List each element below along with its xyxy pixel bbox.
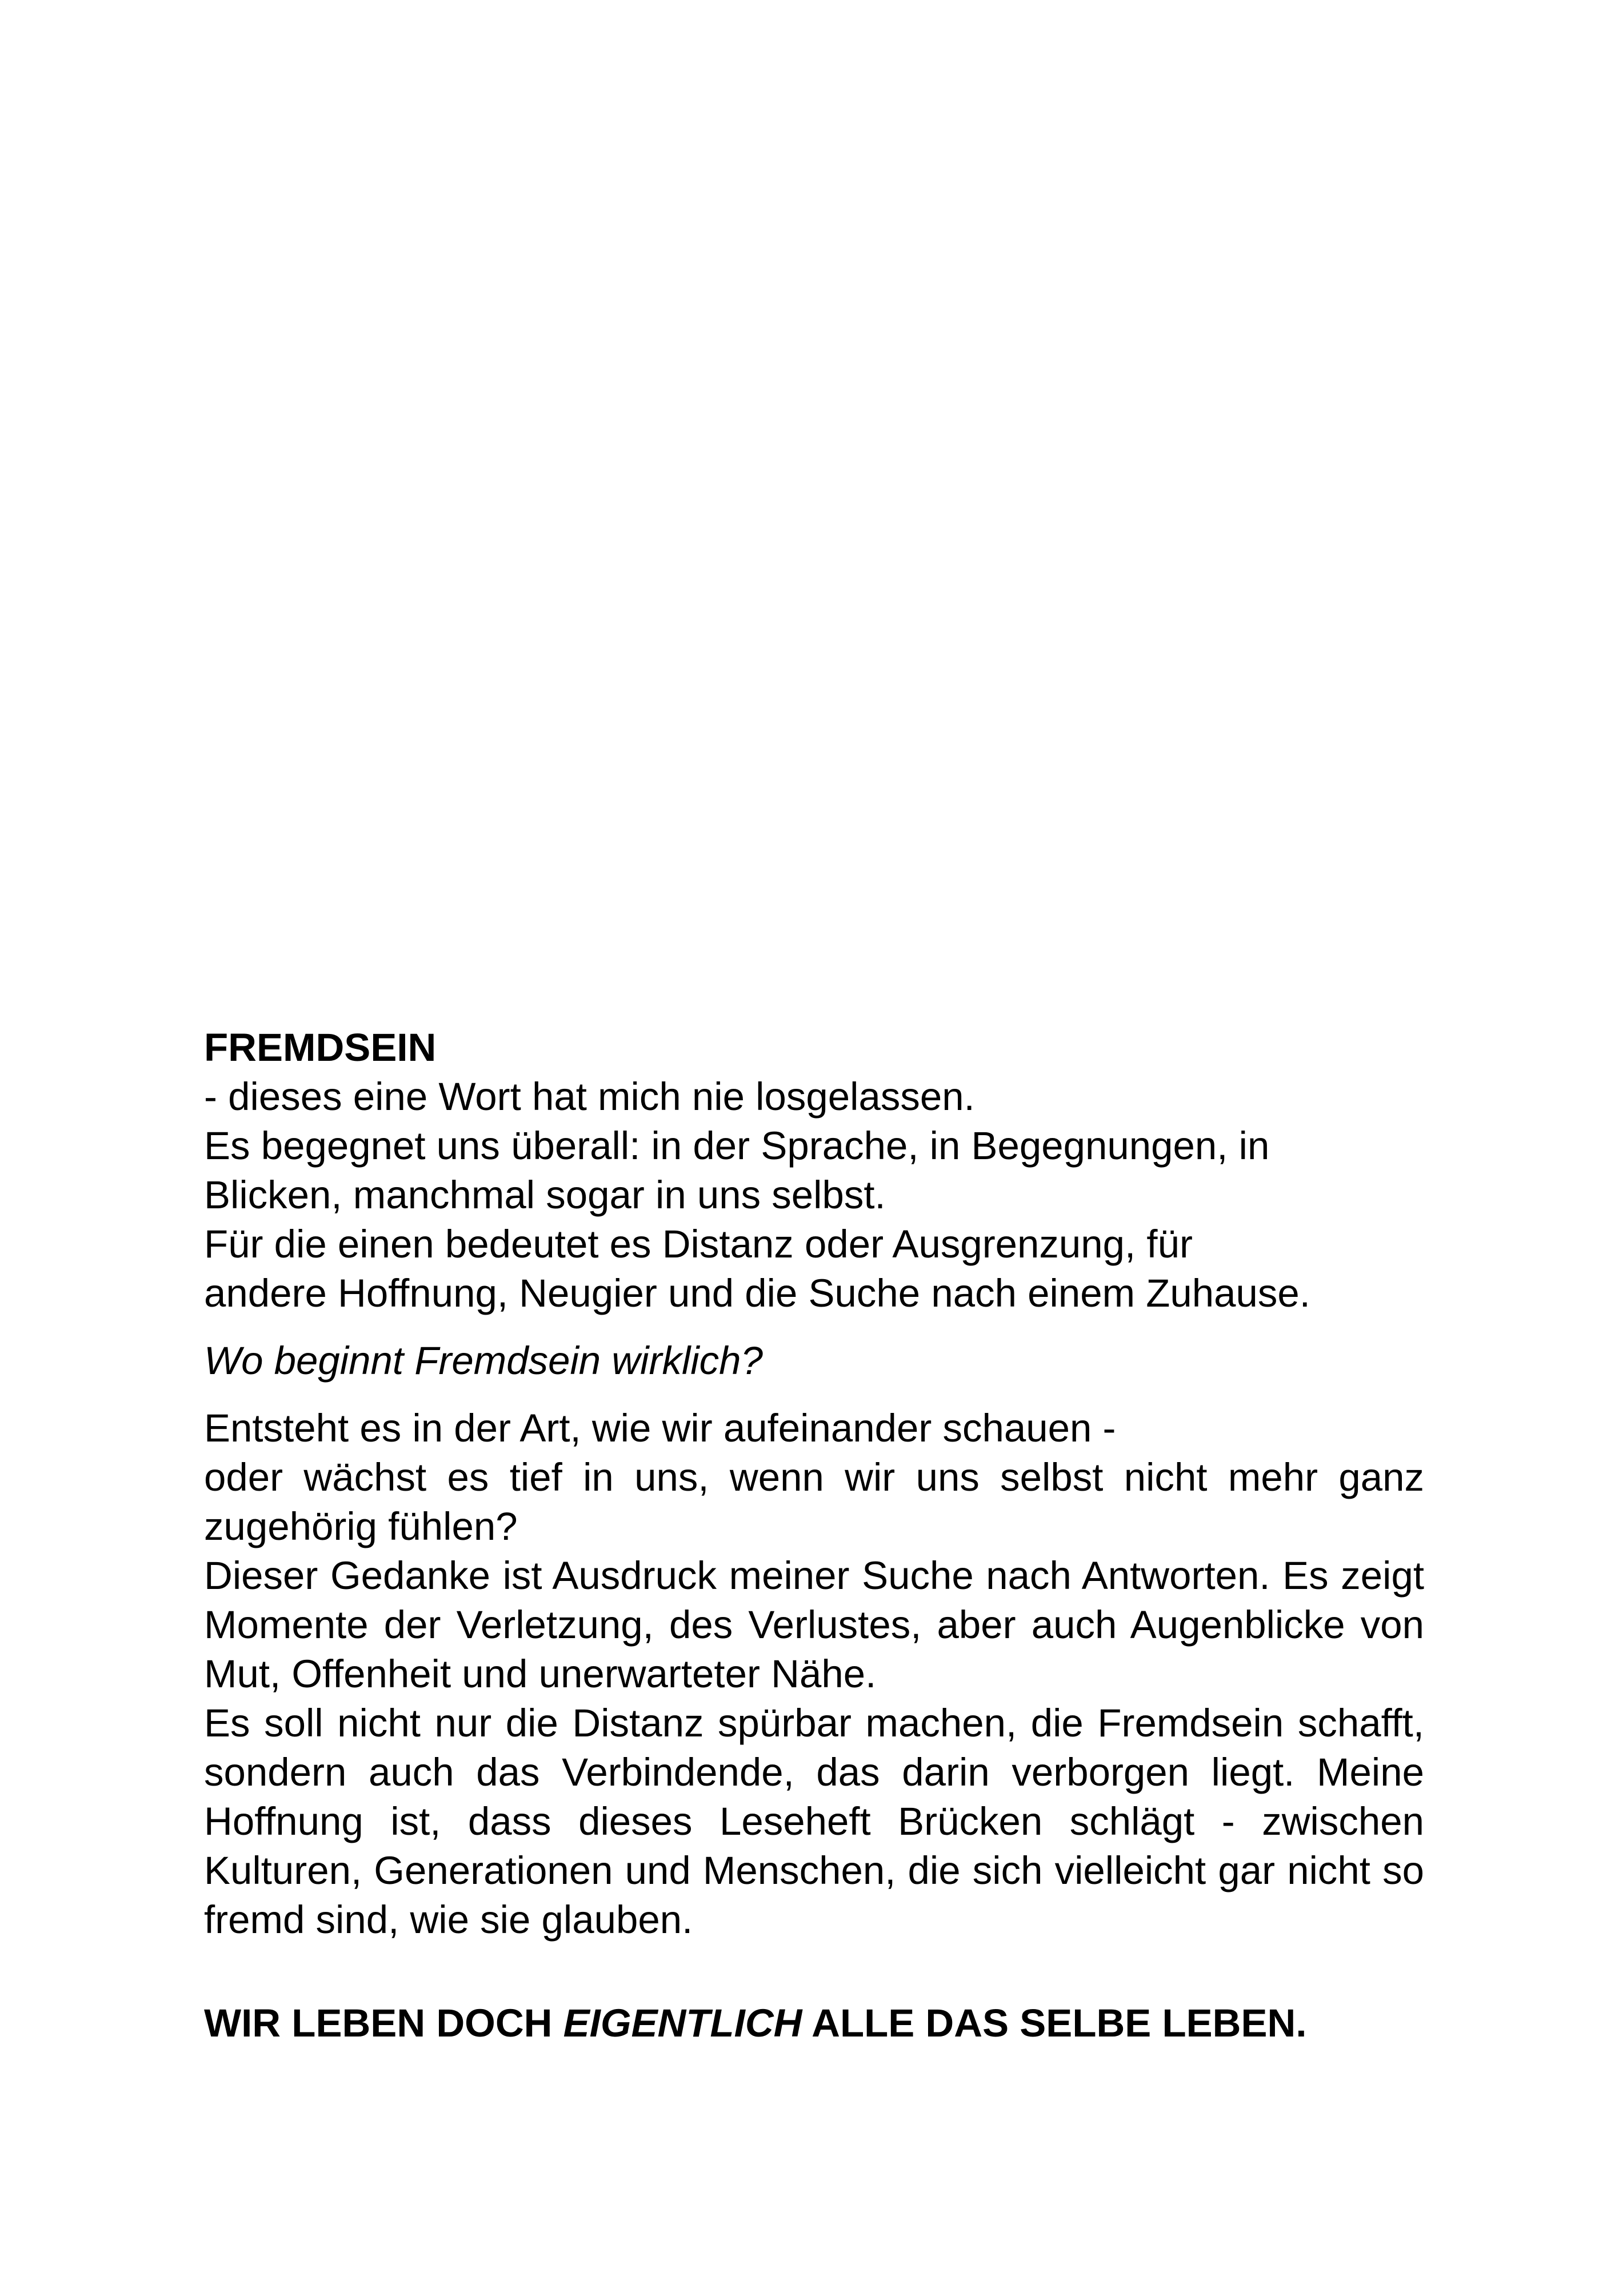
conclusion-text-start: WIR LEBEN DOCH [204, 2001, 563, 2045]
reflection-paragraph [204, 1404, 1424, 1944]
text-block [204, 1023, 1424, 2048]
document-title: FREMDSEIN [204, 1025, 437, 1069]
reflection-body: oder wächst es tief in uns, wenn wir uns selbst nicht mehr ganz zugehörig fühlen? [204, 1455, 1424, 1548]
intro-line: Für die einen bedeutet es Distanz oder Ausgrenzung, für [204, 1222, 1193, 1266]
statement-search: Dieser Gedanke ist Ausdruck meiner Suche nach Antworten. Es zeigt Momente der Verletzung, des Verlustes, aber auch Augenblicke von Mut, Offenheit und unerwarteter Nähe. [204, 1554, 1424, 1696]
conclusion-text-end: ALLE DAS SELBE LEBEN. [802, 2001, 1307, 2045]
conclusion-statement [204, 1999, 1424, 2048]
intro-paragraph [204, 1072, 1424, 1318]
statement-hope: Es soll nicht nur die Distanz spürbar machen, die Fremdsein schafft, sondern auch das Verbindende, das darin verborgen liegt. Meine Hoffnung ist, dass dieses Leseheft Brücken schlägt - zwischen Kulturen, Generationen und Menschen, die sich vielleicht gar nicht so fremd sind, wie sie glauben. [204, 1701, 1424, 1942]
reflection-first-line: Entsteht es in der Art, wie wir aufeinander schauen - [204, 1406, 1116, 1450]
intro-line: andere Hoffnung, Neugier und die Suche nach einem Zuhause. [204, 1271, 1310, 1315]
central-question: Wo beginnt Fremdsein wirklich? [204, 1339, 763, 1383]
conclusion-emphasis: EIGENTLICH [563, 2001, 802, 2045]
intro-line: Es begegnet uns überall: in der Sprache, in Begegnungen, in [204, 1124, 1270, 1168]
intro-line: Blicken, manchmal sogar in uns selbst. [204, 1173, 886, 1217]
intro-line: - dieses eine Wort hat mich nie losgelassen. [204, 1075, 975, 1119]
